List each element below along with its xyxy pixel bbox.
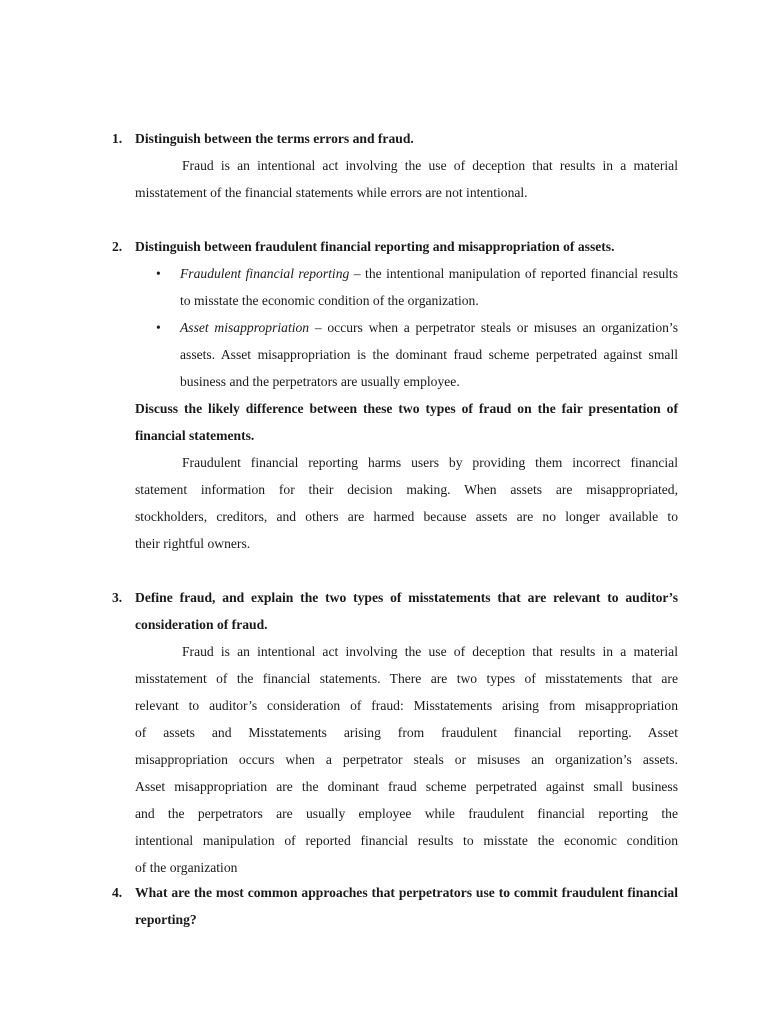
bullet-icon: • xyxy=(156,320,161,335)
answer-line: Asset misappropriation are the dominant fraud scheme perpetrated against small business xyxy=(135,779,678,794)
question-title: Distinguish between the terms errors and fraud. xyxy=(135,131,414,146)
question-number: 2. xyxy=(112,239,123,254)
question-1-heading xyxy=(112,125,678,152)
answer-line: misappropriation occurs when a perpetrator steals or misuses an organization’s assets. xyxy=(135,752,678,767)
answer-line: misstatement of the financial statements. There are two types of misstatements that are xyxy=(135,671,678,686)
answer-line: relevant to auditor’s consideration of fraud: Misstatements arising from misappropriation xyxy=(135,698,678,713)
answer-line: Fraud is an intentional act involving the use of deception that results in a material xyxy=(182,644,678,659)
answer-line: their rightful owners. xyxy=(135,536,251,551)
bullet-text xyxy=(180,260,678,314)
bullet-term: Fraudulent financial reporting xyxy=(180,266,350,281)
question-title: What are the most common approaches that perpetrators use to commit fraudulent financial reporting? xyxy=(135,885,678,927)
bullet-description: – occurs when a perpetrator steals or misuses an organization’s assets. Asset misappropriation is the dominant fraud scheme perpetrated against small business and the perpetrators are usually employee. xyxy=(180,320,678,389)
bullet-icon: • xyxy=(156,266,161,281)
answer-line: of assets and Misstatements arising from fraudulent financial reporting. Asset xyxy=(135,725,678,740)
bullet-item-fraudulent-reporting xyxy=(156,260,678,314)
question-number: 1. xyxy=(112,131,123,146)
answer-line: statement information for their decision making. When assets are misappropriated, xyxy=(135,482,678,497)
bullet-text xyxy=(180,314,678,395)
answer-line: of the organization xyxy=(135,860,238,875)
answer-line: and the perpetrators are usually employee while fraudulent financial reporting the xyxy=(135,806,678,821)
bullet-item-asset-misappropriation xyxy=(156,314,678,395)
answer-line: Fraudulent financial reporting harms users by providing them incorrect financial xyxy=(182,455,678,470)
answer-line: stockholders, creditors, and others are harmed because assets are no longer available to xyxy=(135,509,678,524)
bullet-description: – the intentional manipulation of reported financial results to misstate the economic condition of the organization. xyxy=(180,266,679,308)
question-title: Define fraud, and explain the two types of misstatements that are relevant to auditor’s consideration of fraud. xyxy=(135,590,678,632)
subquestion: Discuss the likely difference between these two types of fraud on the fair presentation of financial statements. xyxy=(135,401,678,443)
question-3-heading xyxy=(112,584,678,638)
answer-line: misstatement of the financial statements while errors are not intentional. xyxy=(135,185,528,200)
question-4-heading xyxy=(112,879,678,933)
question-title: Distinguish between fraudulent financial reporting and misappropriation of assets. xyxy=(135,239,615,254)
answer-line: intentional manipulation of reported financial results to misstate the economic condition xyxy=(135,833,678,848)
question-number: 4. xyxy=(112,885,123,900)
bullet-term: Asset misappropriation xyxy=(180,320,310,335)
question-number: 3. xyxy=(112,590,123,605)
answer-line: Fraud is an intentional act involving the use of deception that results in a material xyxy=(182,158,678,173)
question-2-heading xyxy=(112,233,678,260)
